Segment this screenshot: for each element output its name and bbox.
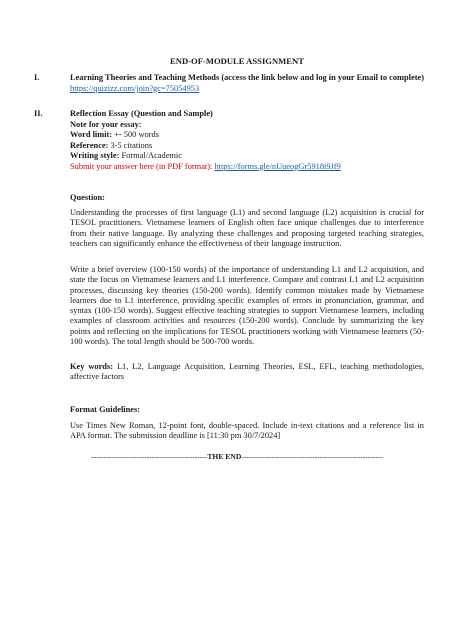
- writing-style-value: Formal/Academic: [119, 151, 182, 161]
- section-1-numeral: I.: [34, 73, 40, 82]
- keywords-paragraph: [70, 362, 424, 383]
- section-2: [34, 109, 440, 179]
- format-text: Use Times New Roman, 12-point font, double-spaced. Include in-text citations and a reference list in APA format. The submission deadline is [11:30 pm 30/7/2024]: [70, 421, 424, 441]
- reference-label: Reference:: [70, 140, 109, 150]
- section-1-heading: Learning Theories and Teaching Methods (access the link below and log in your Email to complete): [70, 73, 425, 82]
- note-heading: Note for your essay:: [70, 119, 142, 129]
- question-heading: Question:: [70, 193, 105, 202]
- end-dashes-right: --------------------------------------------------------: [241, 452, 383, 461]
- quiz-link[interactable]: https://quizizz.com/join?gc=75054953: [70, 83, 200, 93]
- question-paragraph-1: Understanding the processes of first language (L1) and second language (L2) acquisition is crucial for TESOL practitioners. Vietnamese learners of English often face unique challenges due to interference from their native language. By analyzing these challenges and proposing targeted teaching strategies, teachers can significantly enhance the effectiveness of their language instruction.: [70, 208, 424, 248]
- keywords-value: L1, L2, Language Acquisition, Learning Theories, ESL, EFL, teaching methodologies, affective factors: [70, 362, 424, 382]
- end-marker: [0, 452, 474, 461]
- writing-style-line: [70, 151, 440, 162]
- section-1: [34, 73, 440, 113]
- document-title: END-OF-MODULE ASSIGNMENT: [170, 56, 304, 66]
- question-paragraph-2: Write a brief overview (100-150 words) of the importance of understanding L1 and L2 acquisition, and state the focus on Vietnamese learners and L1 interference. Compare and contrast L1 and L2 acquisition processes, discussing key theories (150-200 words). Identify common mistakes made by Vietnamese learners due to L1 interference, providing specific examples of errors in pronunciation, grammar, and syntax (100-150 words). Suggest effective teaching strategies to support Vietnamese learners, including examples of classroom activities and resources (150-200 words). Conclude by summarizing the key points and reflecting on the implications for TESOL practitioners working with Vietnamese learners (50-100 words). The total length should be 500-700 words.: [70, 265, 424, 347]
- reference-value: 3-5 citations: [108, 140, 153, 150]
- end-dashes-left: ----------------------------------------------: [91, 452, 208, 461]
- submit-text: Submit your answer here (in PDF format):: [70, 161, 215, 171]
- reference-line: [70, 141, 440, 152]
- section-2-heading: Reflection Essay (Question and Sample): [70, 109, 213, 118]
- submit-link[interactable]: https://forms.gle/nUueogGr5918i9Jf9: [214, 161, 341, 171]
- writing-style-label: Writing style:: [70, 151, 120, 161]
- word-limit-line: [70, 130, 440, 141]
- word-limit-value: +- 500 words: [112, 130, 159, 140]
- word-limit-label: Word limit:: [70, 130, 113, 140]
- submit-line: [70, 162, 440, 173]
- format-heading: Format Guidelines:: [70, 405, 141, 414]
- keywords-label: Key words:: [70, 362, 114, 371]
- end-label: THE END: [207, 452, 242, 461]
- section-2-numeral: II.: [34, 109, 43, 118]
